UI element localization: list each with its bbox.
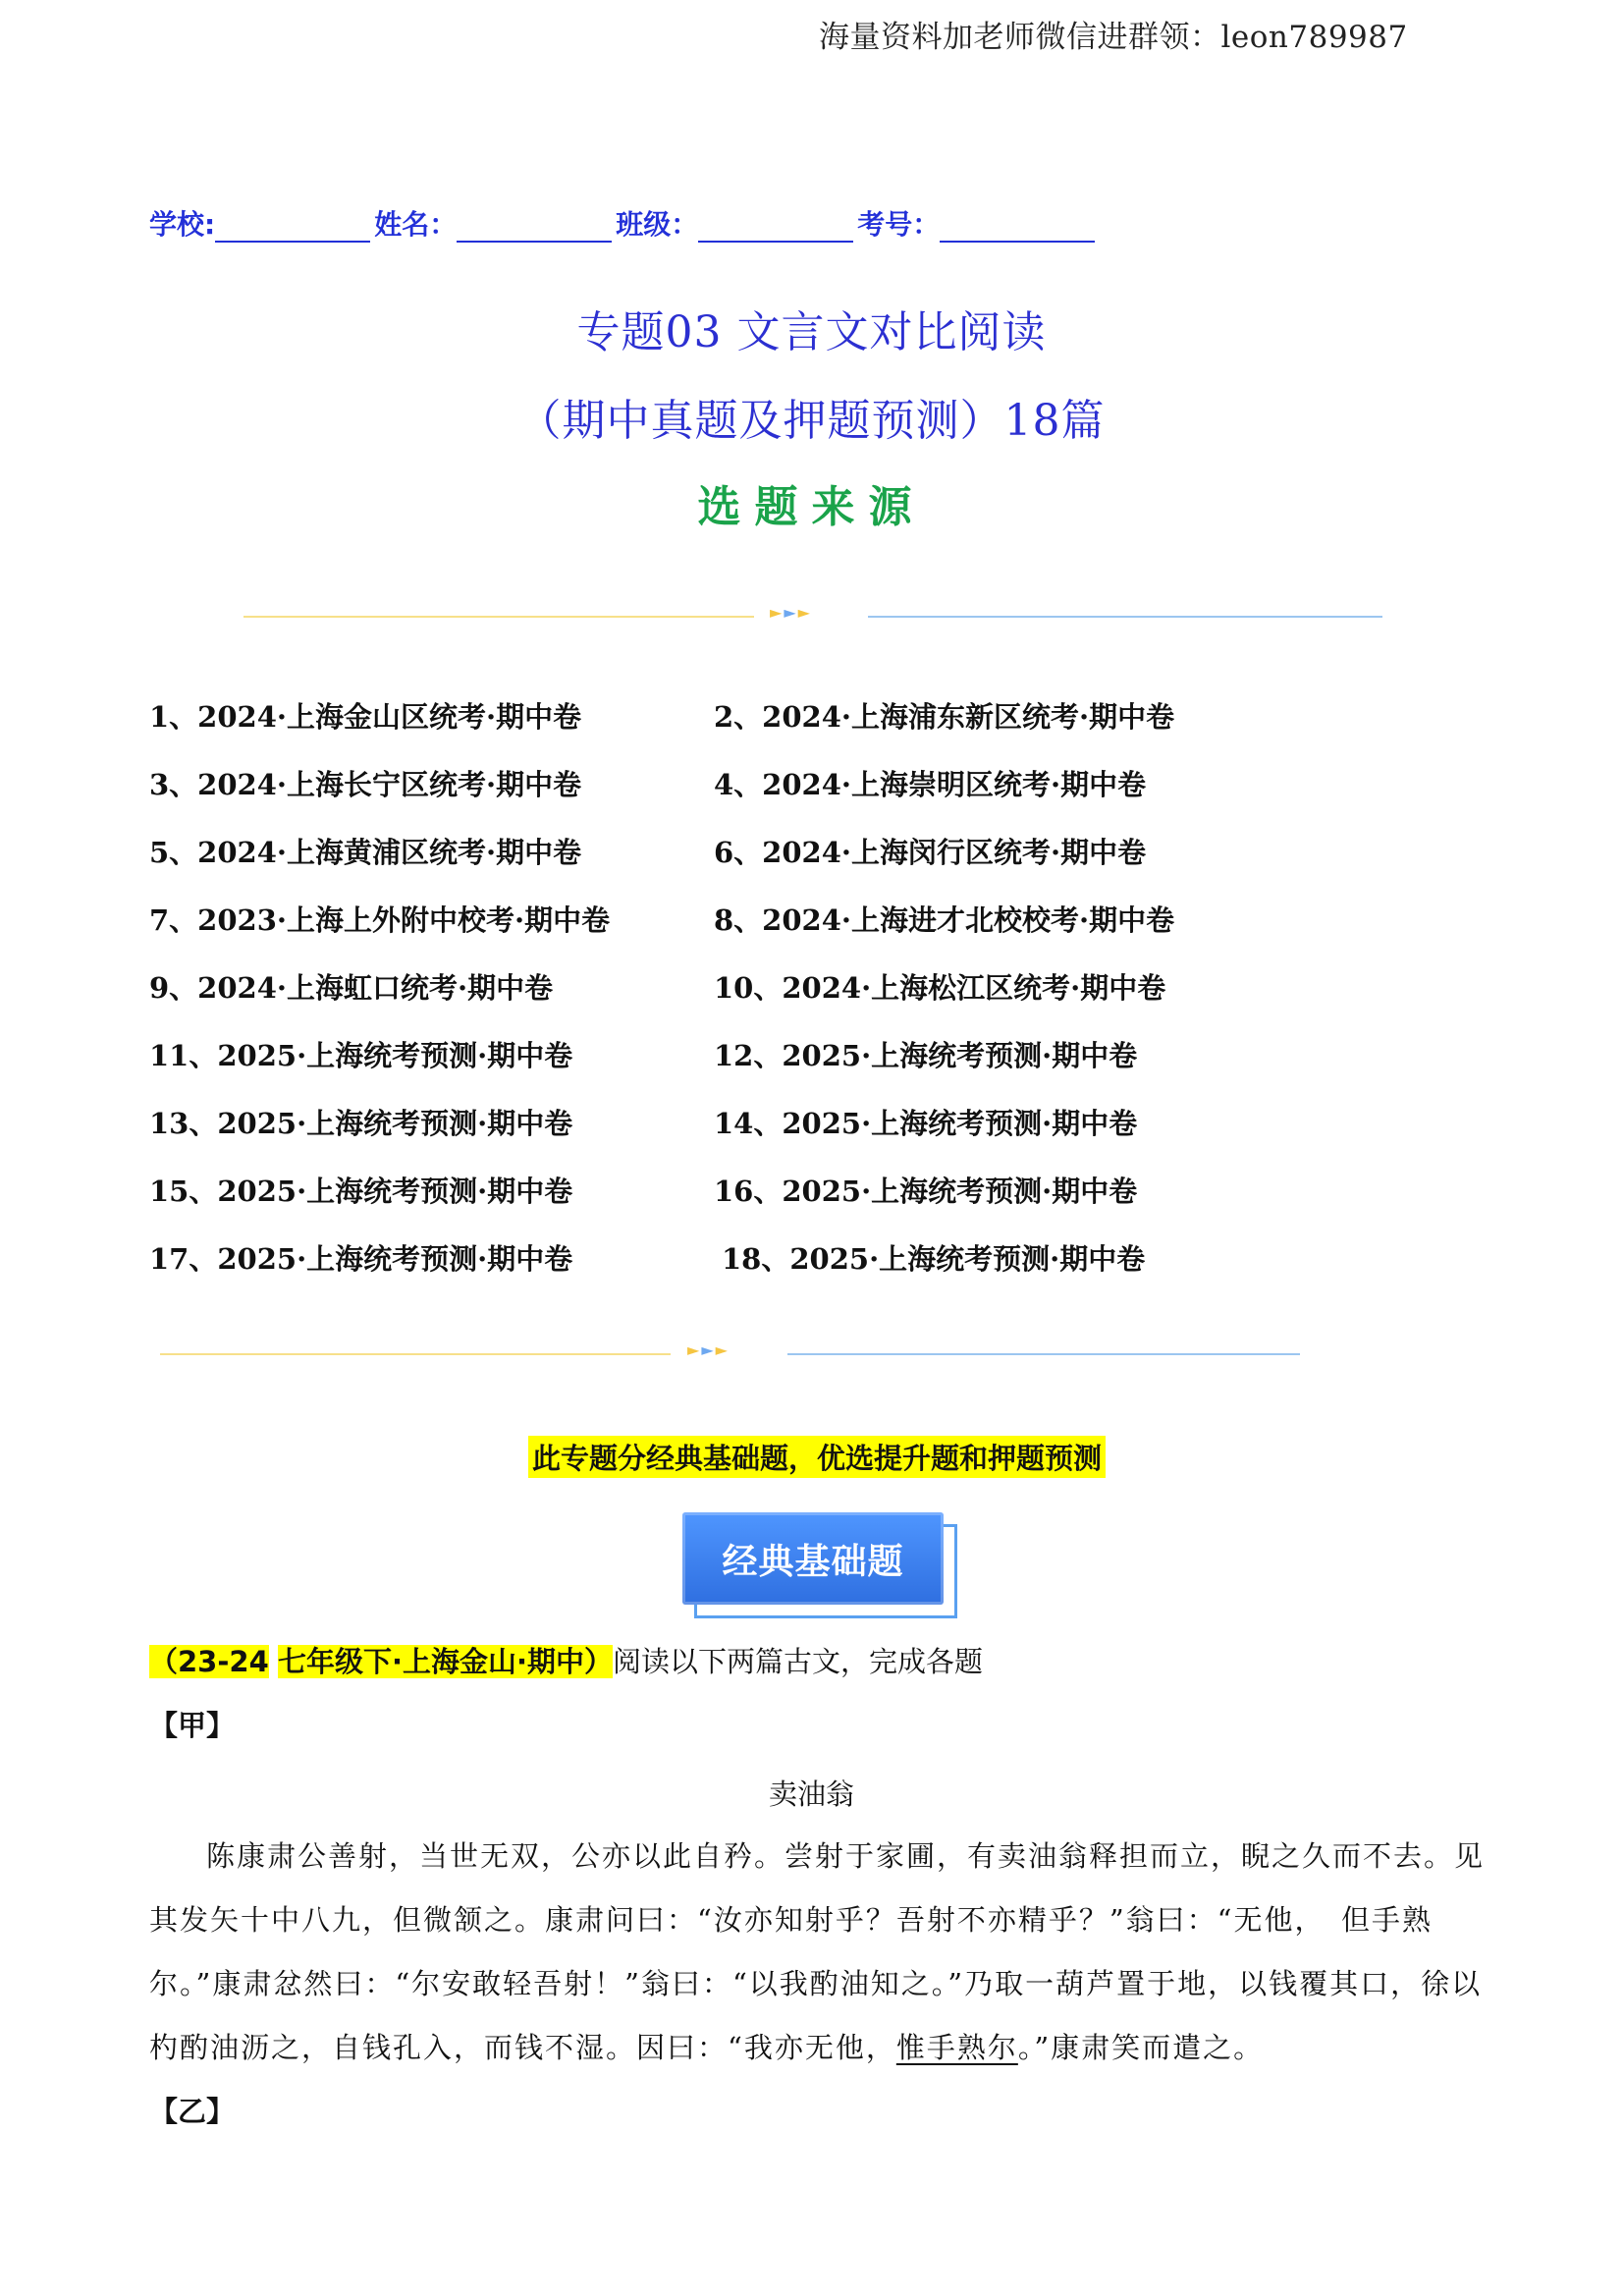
page-title: 专题03 文言文对比阅读 bbox=[576, 307, 1047, 357]
header-note: 海量资料加老师微信进群领：leon789987 bbox=[819, 20, 1408, 55]
school-blank bbox=[215, 215, 370, 243]
divider-top-arrows-icon: ►►► bbox=[770, 603, 812, 622]
exam-number-label: 考号： bbox=[857, 208, 941, 241]
passage-underlined: 惟手熟尔 bbox=[895, 2031, 1018, 2064]
source-item: 8、2024·上海进才北校校考·期中卷 bbox=[714, 903, 1175, 937]
passage-text bbox=[149, 1825, 1485, 2080]
source-item: 2、2024·上海浦东新区统考·期中卷 bbox=[714, 700, 1175, 734]
passage-label-a: 【甲】 bbox=[149, 1709, 236, 1742]
source-item: 17、2025·上海统考预测·期中卷 bbox=[149, 1242, 573, 1276]
divider-top-right bbox=[868, 616, 1382, 618]
source-item: 5、2024·上海黄浦区统考·期中卷 bbox=[149, 836, 582, 869]
source-item: 18、2025·上海统考预测·期中卷 bbox=[722, 1242, 1146, 1276]
exam-number-blank bbox=[940, 215, 1095, 243]
source-item: 13、2025·上海统考预测·期中卷 bbox=[149, 1107, 573, 1140]
badge-label: 经典基础题 bbox=[682, 1512, 944, 1605]
source-row bbox=[149, 1170, 1504, 1237]
source-row bbox=[149, 1237, 1504, 1305]
source-row bbox=[149, 763, 1504, 831]
source-item: 10、2024·上海松江区统考·期中卷 bbox=[714, 971, 1166, 1005]
question-prompt bbox=[149, 1640, 983, 1680]
class-label: 班级： bbox=[616, 208, 699, 241]
student-info-row bbox=[149, 203, 1099, 243]
source-row bbox=[149, 899, 1504, 966]
name-label: 姓名： bbox=[374, 208, 458, 241]
source-item: 16、2025·上海统考预测·期中卷 bbox=[714, 1175, 1138, 1208]
source-list bbox=[149, 695, 1504, 1305]
source-item: 11、2025·上海统考预测·期中卷 bbox=[149, 1039, 573, 1072]
question-instruction: 阅读以下两篇古文，完成各题 bbox=[613, 1645, 984, 1678]
question-source-year: （23-24 bbox=[149, 1645, 269, 1678]
section-badge bbox=[682, 1512, 957, 1618]
source-item: 6、2024·上海闵行区统考·期中卷 bbox=[714, 836, 1147, 869]
section-subtitle: 选题来源 bbox=[697, 482, 926, 532]
divider-bottom-left bbox=[160, 1353, 671, 1355]
class-blank bbox=[698, 215, 853, 243]
source-item: 12、2025·上海统考预测·期中卷 bbox=[714, 1039, 1138, 1072]
source-row bbox=[149, 695, 1504, 763]
divider-bottom-right bbox=[787, 1353, 1300, 1355]
source-row bbox=[149, 831, 1504, 899]
source-item: 9、2024·上海虹口统考·期中卷 bbox=[149, 971, 554, 1005]
divider-top-left bbox=[243, 616, 754, 618]
source-item: 15、2025·上海统考预测·期中卷 bbox=[149, 1175, 573, 1208]
source-row bbox=[149, 1102, 1504, 1170]
source-item: 4、2024·上海崇明区统考·期中卷 bbox=[714, 768, 1147, 801]
section-banner: 此专题分经典基础题，优选提升题和押题预测 bbox=[528, 1436, 1106, 1478]
source-item: 3、2024·上海长宁区统考·期中卷 bbox=[149, 768, 582, 801]
source-row bbox=[149, 966, 1504, 1034]
passage-end: 。”康肃笑而遣之。 bbox=[1017, 2031, 1265, 2064]
page-title-line2: （期中真题及押题预测）18篇 bbox=[517, 396, 1106, 446]
passage-label-b: 【乙】 bbox=[149, 2095, 236, 2128]
divider-bottom-arrows-icon: ►►► bbox=[687, 1340, 730, 1359]
source-item: 14、2025·上海统考预测·期中卷 bbox=[714, 1107, 1138, 1140]
school-label: 学校: bbox=[149, 208, 216, 241]
passage-main: 陈康肃公善射，当世无双，公亦以此自矜。尝射于家圃，有卖油翁释担而立，睨之久而不去。见其发矢十中八九，但微颔之。康肃问曰：“汝亦知射乎？吾射不亦精乎？”翁曰：“无他， 但手熟尔。”康肃忿然曰：“尔安敢轻吾射！”翁曰：“以我酌油知之。”乃取一葫芦置于地，以钱覆其口，徐以杓酌油沥之，自钱孔入，而钱不湿。因曰：“我亦无他， bbox=[149, 1839, 1486, 2064]
name-blank bbox=[457, 215, 612, 243]
source-item: 1、2024·上海金山区统考·期中卷 bbox=[149, 700, 582, 734]
source-item: 7、2023·上海上外附中校考·期中卷 bbox=[149, 903, 611, 937]
passage-title: 卖油翁 bbox=[768, 1777, 854, 1811]
source-row bbox=[149, 1034, 1504, 1102]
question-source: 七年级下·上海金山·期中） bbox=[277, 1645, 614, 1678]
